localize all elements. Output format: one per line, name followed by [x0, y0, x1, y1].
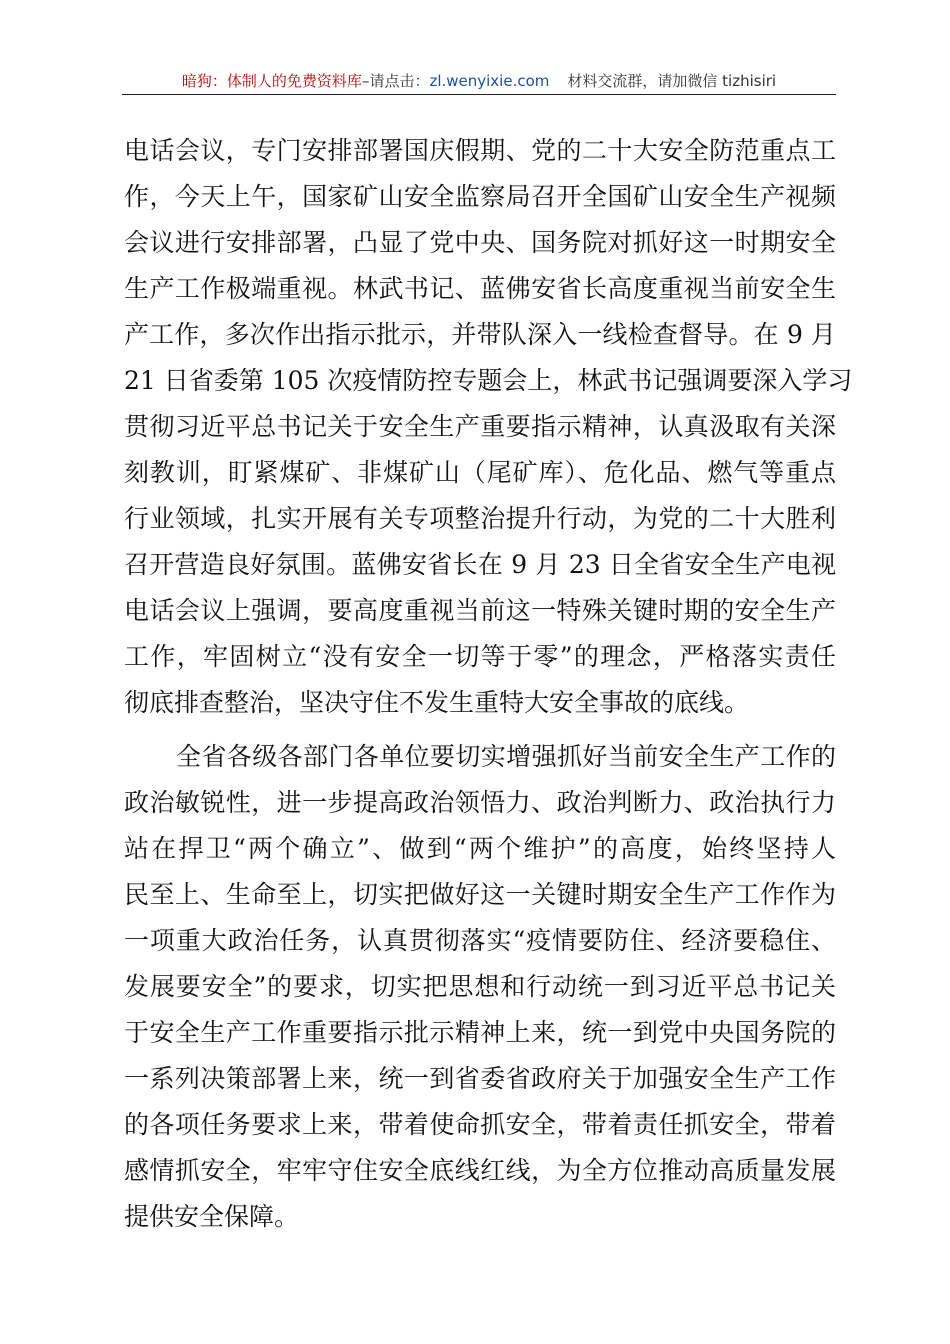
text-line: 21 日省委第 105 次疫情防控专题会上，林武书记强调要深入学习: [124, 366, 853, 395]
text-line: 彻底排查整治，坚决守住不发生重特大安全事故的底线。: [124, 688, 750, 717]
text-line: 于安全生产工作重要指示批示精神上来，统一到党中央国务院的: [124, 1018, 836, 1047]
text-line: 产工作，多次作出指示批示，并带队深入一线检查督导。在 9 月: [124, 320, 836, 349]
text-line: 电话会议，专门安排部署国庆假期、党的二十大安全防范重点工: [124, 136, 836, 165]
text-line: 贯彻习近平总书记关于安全生产重要指示精神，认真汲取有关深: [124, 412, 836, 441]
text-line: 发展要安全”的要求，切实把思想和行动统一到习近平总书记关: [124, 972, 836, 1001]
text-line: 的各项任务要求上来，带着使命抓安全，带着责任抓安全，带着: [124, 1110, 836, 1139]
text-line: 提供安全保障。: [124, 1202, 300, 1231]
text-line: 一项重大政治任务，认真贯彻落实“疫情要防住、经济要稳住、: [124, 926, 836, 955]
text-line: 召开营造良好氛围。蓝佛安省长在 9 月 23 日全省安全生产电视: [124, 550, 836, 579]
header-contact: 材料交流群，请加微信 tizhisiri: [567, 72, 777, 90]
text-line: 生产工作极端重视。林武书记、蓝佛安省长高度重视当前安全生: [124, 274, 836, 303]
paragraph-gap: [124, 726, 836, 734]
text-line: 工作，牢固树立“没有安全一切等于零”的理念，严格落实责任: [124, 642, 836, 671]
text-line: 行业领域，扎实开展有关专项整治提升行动，为党的二十大胜利: [124, 504, 836, 533]
header-url-link[interactable]: zl.wenyixie.com: [429, 72, 550, 90]
text-line: 一系列决策部署上来，统一到省委省政府关于加强安全生产工作: [124, 1064, 836, 1093]
text-line: 民至上、生命至上，切实把做好这一关键时期安全生产工作作为: [124, 880, 836, 909]
text-line: 全省各级各部门各单位要切实增强抓好当前安全生产工作的: [176, 742, 836, 771]
text-line: 作，今天上午，国家矿山安全监察局召开全国矿山安全生产视频: [124, 182, 836, 211]
paragraph-2: [124, 734, 836, 1240]
text-line: 政治敏锐性，进一步提高政治领悟力、政治判断力、政治执行力: [124, 788, 836, 817]
text-line: 感情抓安全，牢牢守住安全底线红线，为全方位推动高质量发展: [124, 1156, 836, 1185]
text-line: 电话会议上强调，要高度重视当前这一特殊关键时期的安全生产: [124, 596, 836, 625]
header-click-label: –请点击：: [361, 72, 430, 90]
text-line: 站在捍卫“两个确立”、做到“两个维护”的高度，始终坚持人: [124, 834, 836, 863]
text-line: 刻教训，盯紧煤矿、非煤矿山（尾矿库）、危化品、燃气等重点: [124, 458, 836, 487]
page-header: [122, 70, 836, 95]
document-body: [124, 128, 853, 1240]
paragraph-1: [124, 128, 853, 726]
text-line: 会议进行安排部署，凸显了党中央、国务院对抓好这一时期安全: [124, 228, 836, 257]
header-brand: 暗狗：体制人的免费资料库: [181, 72, 362, 90]
